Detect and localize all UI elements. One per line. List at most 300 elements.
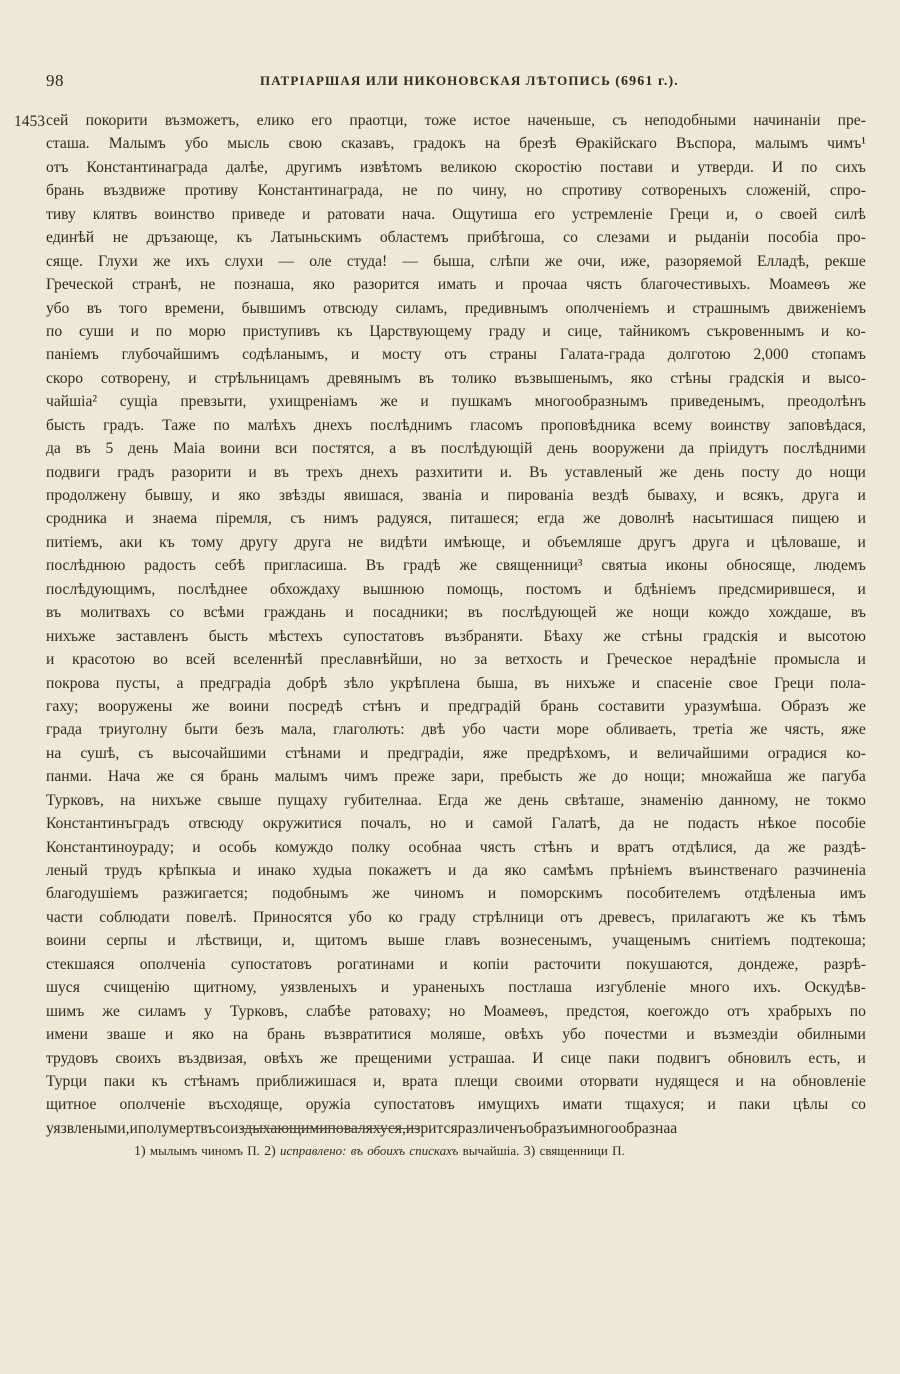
body-word: самѣмъ (543, 862, 594, 879)
body-word: прочаа (522, 276, 568, 294)
body-line (46, 672, 866, 695)
body-word: но (440, 651, 457, 669)
body-line (46, 1070, 866, 1093)
body-word: ихъ (185, 252, 210, 270)
body-word: быти (184, 721, 218, 739)
body-line (46, 531, 866, 554)
body-word: граду (419, 908, 457, 926)
body-word: и (671, 158, 680, 176)
body-word: же (848, 697, 866, 715)
body-word: и. (499, 463, 513, 481)
body-word: имени (46, 1026, 88, 1044)
body-word: о (755, 205, 763, 223)
body-word: со (563, 229, 578, 247)
body-word: заповѣдася, (788, 416, 866, 434)
body-word: Моамеѳъ (768, 276, 830, 294)
body-word: и (130, 322, 139, 340)
body-word: отдѣлися, (671, 838, 737, 856)
body-word: нача. (401, 205, 436, 223)
body-word: и (188, 369, 197, 387)
body-word: Греци (669, 205, 709, 223)
body-word: день (547, 440, 578, 458)
body-word: лѣствици, (195, 932, 263, 950)
body-word: уязвлеными, (46, 1119, 130, 1137)
footnote-rule (240, 1128, 420, 1129)
body-line (46, 437, 866, 460)
body-word: и (350, 346, 360, 364)
body-line (46, 390, 866, 413)
body-line (46, 1117, 866, 1140)
body-word: паки (608, 1049, 640, 1067)
body-word: цѣлы (793, 1096, 829, 1114)
body-word: пола- (829, 674, 866, 692)
body-word: предивнымъ (464, 299, 549, 317)
body-line (46, 695, 866, 718)
body-word: своихъ (115, 1049, 161, 1067)
body-word: до (612, 768, 629, 786)
body-word: глубочайшимъ (121, 346, 220, 364)
body-word: рыданіи (695, 229, 750, 247)
body-word: брезѣ (519, 135, 557, 153)
body-word: студа! (346, 252, 388, 270)
body-word: Галатѣ, (551, 815, 601, 833)
body-word: преодолѣнъ (787, 393, 866, 411)
footnote-1-text: мылымъ чиномъ П. (149, 1143, 260, 1158)
body-word: высочайшими (172, 744, 267, 762)
body-word: послѣдующимъ, (46, 580, 156, 598)
body-word: предградіа (199, 674, 271, 692)
body-word: двѣ (421, 721, 446, 739)
body-word: 5 (105, 440, 114, 458)
body-word: на (232, 1026, 249, 1044)
body-word: посту (741, 463, 780, 481)
body-word: же (583, 510, 601, 528)
body-word: поваляхуся, (327, 1119, 406, 1137)
body-word: силамъ, (395, 299, 448, 317)
body-word: и (820, 322, 830, 340)
body-word: друга (802, 487, 839, 504)
body-word: людемъ (814, 557, 866, 575)
body-word: со (215, 1119, 231, 1137)
body-word: сложеній, (746, 182, 811, 200)
body-word: Латыньскимъ (270, 229, 362, 247)
body-line (46, 109, 866, 132)
body-word: паки (738, 1096, 771, 1114)
body-word: повелѣ. (186, 908, 237, 926)
body-word: аки (119, 533, 143, 551)
body-word: кождо (708, 604, 750, 622)
body-word: поморскимъ (520, 885, 603, 903)
body-word: 2,000 (753, 346, 789, 364)
body-word: пированіа (507, 487, 574, 504)
body-word: и (590, 838, 599, 856)
body-word: ратоваху; (369, 1002, 431, 1020)
body-word: стѣнъ (533, 838, 573, 856)
body-word: про- (836, 229, 866, 247)
body-word: възбраняти. (444, 627, 524, 645)
body-word: оружіа (305, 1096, 351, 1114)
body-word: уразумѣша. (684, 697, 762, 715)
body-word: заставленъ (115, 627, 189, 645)
body-word: чайшіа² (46, 393, 98, 411)
body-line (46, 1023, 866, 1046)
body-word: тѣмъ (832, 908, 866, 926)
body-word: окружитися (262, 815, 342, 833)
body-word: со (851, 1096, 866, 1114)
body-word: другу (240, 533, 278, 551)
body-word: въ (86, 299, 102, 317)
body-word: Константинъградъ (46, 815, 170, 833)
body-word: и (192, 838, 201, 856)
body-word: и (746, 533, 755, 551)
body-word: но (449, 1002, 466, 1020)
body-word: Егда (438, 791, 469, 809)
body-word: превзыти, (180, 393, 247, 411)
body-word: посадники; (372, 604, 449, 622)
body-word: И (771, 158, 784, 176)
body-word: противу (184, 182, 239, 200)
body-word: И (532, 1049, 544, 1067)
body-word: Оскудѣв- (804, 979, 866, 997)
body-word: послѣдующей (502, 604, 597, 622)
body-word: Царствующему (369, 322, 472, 340)
body-word: благодушіемъ (46, 885, 139, 903)
body-word: гласомъ (470, 416, 523, 434)
body-word: нимъ (323, 510, 359, 528)
body-word: же (788, 768, 806, 786)
body-word: спро- (829, 182, 866, 200)
body-word: и (666, 299, 676, 317)
body-word: есть, (808, 1049, 841, 1067)
body-word: по (801, 158, 818, 176)
body-word: видѣти (379, 533, 428, 551)
body-word: истое (473, 112, 511, 129)
body-line (46, 836, 866, 859)
body-word: священници³ (495, 557, 583, 575)
body-word: же (191, 697, 210, 715)
body-word: же (615, 604, 634, 622)
body-line (46, 250, 866, 273)
body-word: съ (138, 744, 154, 762)
body-line (46, 320, 866, 343)
body-word: постомъ (525, 580, 582, 598)
body-word: да (619, 815, 635, 833)
body-word: вселеннѣй (233, 651, 303, 669)
body-word: имати (562, 1096, 603, 1114)
body-word: а (389, 440, 397, 458)
body-word: своими (514, 1072, 564, 1090)
body-word: и (495, 276, 504, 294)
body-word: сихъ (835, 158, 866, 176)
body-word: щитомъ (315, 932, 368, 950)
body-word: день (694, 463, 725, 481)
body-word: скоростію (514, 158, 582, 176)
body-word: до (796, 463, 813, 481)
body-word: стрѣлници (472, 908, 544, 926)
body-word: древянымъ (327, 369, 401, 387)
body-word: възвышенымъ, (514, 369, 613, 387)
body-word: и (857, 510, 866, 528)
body-word: другъ (638, 533, 676, 551)
body-word: соблюдати (99, 908, 170, 926)
body-word: насытишася (692, 510, 774, 528)
body-line (46, 953, 866, 976)
body-word: воини (46, 932, 87, 950)
body-word: знаменію (640, 791, 704, 809)
body-word: пріидутъ (709, 440, 769, 458)
body-word: составити (598, 697, 665, 715)
body-word: движеніемъ (787, 299, 866, 317)
body-word: убо (348, 908, 372, 926)
body-word: подвиги (46, 463, 101, 481)
body-word: граждань (263, 604, 326, 622)
body-word: не (402, 182, 418, 200)
body-line (46, 297, 866, 320)
body-word: яко (630, 369, 653, 387)
body-word: пагуба (821, 768, 866, 786)
body-word: покрова (46, 674, 100, 692)
body-word: устремленіе (571, 205, 653, 223)
body-word: днехъ (359, 463, 399, 481)
body-word: комуждо (274, 838, 334, 856)
body-word: и (211, 487, 220, 504)
body-word: же (156, 768, 174, 786)
body-word: къ (236, 229, 253, 247)
body-word: ополченіа (139, 955, 206, 973)
body-word: и (580, 651, 589, 669)
body-word: утверди. (697, 158, 754, 176)
body-word: токмо (826, 791, 866, 809)
body-word: пособителемъ (626, 885, 721, 903)
body-word: и (631, 674, 640, 692)
body-word: подобнымъ (272, 885, 349, 903)
body-word: Маіа (173, 440, 206, 458)
body-word: вси (274, 440, 298, 458)
body-word: страны (489, 346, 538, 364)
body-word: его (311, 112, 333, 129)
body-word: очи, (577, 252, 606, 270)
body-word: шуся (46, 979, 80, 997)
body-word: трудовъ (46, 1049, 99, 1067)
body-word: сяще. (46, 252, 83, 270)
running-title-text: ПАТРІАРШАЯ ИЛИ НИКОНОВСКАЯ ЛѢТОПИСЬ (260, 73, 611, 88)
body-word: высотою (807, 627, 866, 645)
body-word: разчиненіа (794, 862, 866, 879)
body-line (46, 156, 866, 179)
body-word: не (112, 229, 128, 247)
body-word: гаху; (46, 697, 79, 715)
body-word: овѣхъ (504, 1026, 544, 1044)
body-word: прещеними (354, 1049, 432, 1067)
body-word: не (200, 276, 216, 294)
body-word: къ (336, 322, 353, 340)
body-word: елико (256, 112, 295, 129)
body-word: продолжену (46, 487, 127, 504)
body-word: вышнюю (362, 580, 425, 598)
body-word: Елладѣ, (757, 252, 810, 270)
body-word: ихъ. (753, 979, 781, 997)
body-word: ухищреніамъ (269, 393, 358, 411)
body-word: различенъ (457, 1119, 526, 1137)
body-word: шимъ (46, 1002, 85, 1020)
body-word: и (420, 697, 429, 715)
body-word: ветхость (505, 651, 563, 669)
body-word: убо (562, 1026, 586, 1044)
body-word: Греци (774, 674, 814, 692)
body-word: чимъ¹ (827, 135, 866, 153)
body-word: и (248, 463, 257, 481)
body-word: зваше (106, 1026, 146, 1044)
body-word: градскія (703, 627, 759, 645)
body-line (46, 554, 866, 577)
body-word: воини (219, 440, 261, 458)
body-word: ураненыхъ (412, 979, 485, 997)
body-word: мѣстехъ (268, 627, 323, 645)
body-word: рекше (824, 252, 866, 270)
body-word: же (848, 276, 866, 294)
body-word: особь (218, 838, 257, 856)
body-word: приведе (231, 205, 285, 223)
body-word: другимъ (285, 158, 342, 176)
body-word: же (659, 463, 677, 481)
body-word: прибѣгоша, (467, 229, 545, 247)
body-word: въ (534, 674, 550, 692)
body-word: и (164, 1026, 174, 1044)
body-word: градскія (729, 369, 785, 387)
body-word: свое (728, 674, 758, 692)
body-word: самой (492, 815, 533, 833)
body-word: ополченіе (119, 1096, 186, 1114)
body-word: морю (188, 322, 226, 340)
body-word: копіи (473, 955, 509, 973)
body-word: нудящеся (655, 1072, 719, 1090)
body-word: величайшими (656, 744, 749, 762)
body-word: особнаа (408, 838, 462, 856)
body-word: разхитити (415, 463, 483, 481)
body-word: великою (440, 158, 497, 176)
body-word: коегождо (647, 1002, 709, 1020)
body-word: врата (402, 1072, 438, 1090)
body-word: сотворену, (100, 369, 171, 387)
body-word: же (152, 252, 171, 270)
body-word: съ (290, 510, 306, 528)
body-word: и (439, 955, 448, 973)
footnote-3-text: священници П. (539, 1143, 625, 1158)
body-word: разорити (171, 463, 232, 481)
body-word: посредѣ (288, 697, 343, 715)
body-word: бдѣніемъ (634, 580, 696, 598)
body-word: ратовати (327, 205, 385, 223)
body-word: Греческое (606, 651, 673, 669)
body-word: питашеся; (450, 510, 519, 528)
body-word: выше (387, 932, 425, 950)
body-word: пусты, (115, 674, 161, 692)
body-word: и (487, 885, 497, 903)
body-word: же (749, 721, 768, 739)
body-word: и (857, 533, 866, 551)
body-word: инако (257, 862, 296, 879)
body-word: яко (312, 276, 335, 294)
body-word: спротиву (561, 182, 623, 200)
body-word: рогатинами (337, 955, 415, 973)
body-word: и (480, 487, 489, 504)
body-word: же (544, 252, 563, 270)
body-word: и (857, 580, 866, 598)
body-word: клятвъ (92, 205, 138, 223)
body-word: стрѣльницамъ (214, 369, 310, 387)
body-word: послѣднее (177, 580, 248, 598)
body-word: же (787, 838, 806, 856)
body-word: и (301, 205, 311, 223)
body-word: брань (46, 182, 85, 200)
body-word: сродника (46, 510, 107, 528)
body-word: чясть, (784, 721, 825, 739)
body-word: малѣхъ (247, 416, 296, 434)
body-word: Глухи (98, 252, 138, 270)
body-word: и (735, 1072, 744, 1090)
body-word: имать (437, 276, 477, 294)
body-word: отъ (46, 158, 69, 176)
body-word: долготою (667, 346, 731, 364)
body-word: спасеніе (656, 674, 713, 692)
body-word: и (167, 932, 176, 950)
body-word: молитвахъ (80, 604, 151, 622)
body-word: и (345, 604, 354, 622)
body-word: наченьше, (527, 112, 596, 129)
body-word: и (857, 1049, 866, 1067)
body-word: страшнымъ (692, 299, 770, 317)
body-word: безъ (234, 721, 264, 739)
body-word: приведенымъ, (670, 393, 765, 411)
body-word: и (465, 815, 474, 833)
body-word: стопамъ (811, 346, 866, 364)
body-word: вооружени (592, 440, 665, 458)
body-word: въздвиже (103, 182, 166, 200)
body-word: данному, (719, 791, 779, 809)
body-word: граду (488, 322, 526, 340)
body-word: съкровеннымъ (706, 322, 805, 340)
body-word: и (715, 487, 725, 504)
body-word: со (169, 604, 185, 622)
body-word: паки (103, 1072, 135, 1090)
body-word: пре- (837, 112, 866, 129)
body-word: суши (78, 322, 114, 340)
body-word: воинство (154, 205, 215, 223)
body-word: день (128, 440, 159, 458)
body-word: многообразнаа (578, 1119, 678, 1137)
body-word: всякъ, (742, 487, 784, 504)
body-word: глаголють: (333, 721, 405, 739)
body-line (46, 742, 866, 765)
body-word: серпы (106, 932, 148, 950)
body-word: у (204, 1002, 212, 1020)
body-word: много (689, 979, 730, 997)
body-word: на (484, 135, 501, 153)
body-word: всему (653, 416, 693, 434)
body-word: възвратитися (324, 1026, 412, 1044)
body-word: третіа (693, 721, 733, 739)
body-word: вооружены (97, 697, 173, 715)
body-word: толико (451, 369, 497, 387)
footnotes (134, 1143, 625, 1160)
body-word: леный (46, 862, 88, 879)
body-word: нерадѣніе (690, 651, 757, 669)
body-word: вратъ (617, 838, 654, 856)
body-word: раздѣ- (823, 838, 866, 856)
body-line (46, 343, 866, 366)
body-word: хождаше, (768, 604, 832, 622)
body-word: того (119, 299, 148, 317)
